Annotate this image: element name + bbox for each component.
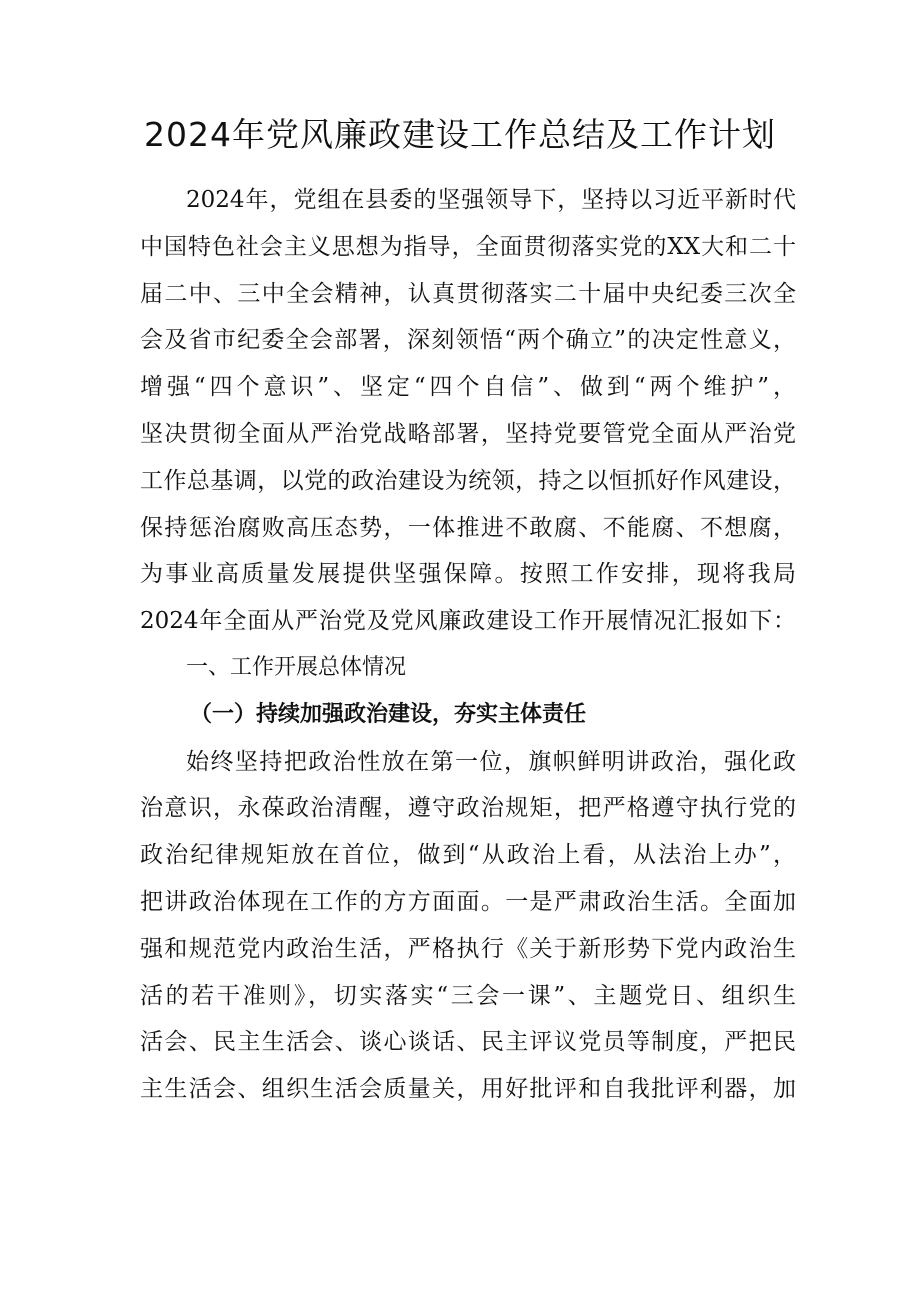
paragraph-line: 2024年全面从严治党及党风廉政建设工作开展情况汇报如下： <box>140 608 796 635</box>
paragraph-line: 强和规范党内政治生活，严格执行《关于新形势下党内政治生 <box>140 935 796 962</box>
paragraph-political-building <box>140 739 796 1113</box>
paragraph-line: 活会、民主生活会、谈心谈话、民主评议党员等制度，严把民 <box>140 1029 796 1056</box>
document-body <box>140 150 796 1113</box>
paragraph-line: 保持惩治腐败高压态势，一体推进不敢腐、不能腐、不想腐， <box>140 514 796 541</box>
paragraph-intro <box>140 177 796 645</box>
paragraph-line: 届二中、三中全会精神，认真贯彻落实二十届中央纪委三次全 <box>140 280 796 307</box>
paragraph-line: 会及省市纪委全会部署，深刻领悟“两个确立”的决定性意义， <box>140 327 796 354</box>
paragraph-line: 政治纪律规矩放在首位，做到“从政治上看，从法治上办”， <box>140 842 796 869</box>
paragraph-line: 主生活会、组织生活会质量关，用好批评和自我批评利器，加 <box>140 1076 796 1103</box>
title-spacer <box>140 150 796 177</box>
paragraph-line: 增强“四个意识”、坚定“四个自信”、做到“两个维护”， <box>140 374 796 401</box>
paragraph-line: 活的若干准则》，切实落实“三会一课”、主题党日、组织生 <box>140 982 796 1009</box>
document-title: 2024年党风廉政建设工作总结及工作计划 <box>144 115 776 154</box>
paragraph-line: 把讲政治体现在工作的方方面面。一是严肃政治生活。全面加 <box>140 888 796 915</box>
paragraph-line: 坚决贯彻全面从严治党战略部署，坚持党要管党全面从严治党 <box>140 420 796 447</box>
section-heading: 一、工作开展总体情况 <box>186 654 407 680</box>
paragraph-line: 中国特色社会主义思想为指导，全面贯彻落实党的XX大和二十 <box>140 233 796 260</box>
subsection-heading: （一）持续加强政治建设，夯实主体责任 <box>190 701 587 727</box>
paragraph-line: 2024年，党组在县委的坚强领导下，坚持以习近平新时代 <box>186 187 796 213</box>
paragraph-line: 始终坚持把政治性放在第一位，旗帜鲜明讲政治，强化政 <box>186 748 796 775</box>
paragraph-line: 治意识，永葆政治清醒，遵守政治规矩，把严格遵守执行党的 <box>140 795 796 822</box>
paragraph-line: 为事业高质量发展提供坚强保障。按照工作安排，现将我局 <box>140 561 796 588</box>
paragraph-line: 工作总基调，以党的政治建设为统领，持之以恒抓好作风建设， <box>140 467 796 494</box>
